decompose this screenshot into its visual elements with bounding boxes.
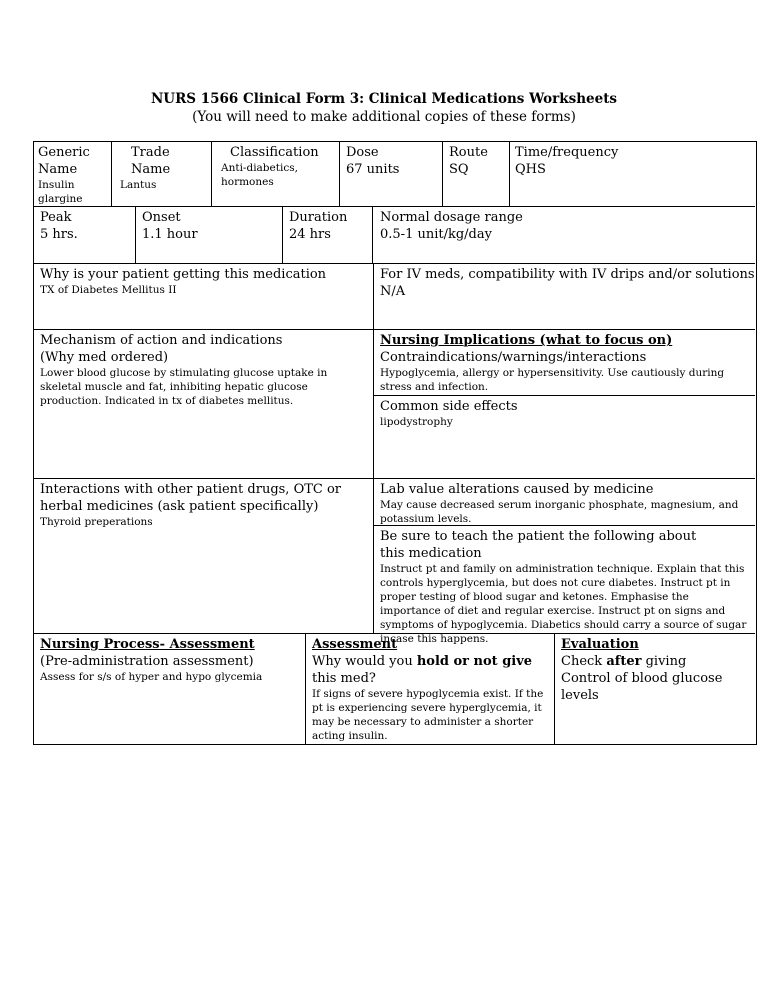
mechanism-value: Lower blood glucose by stimulating glucose uptake in skeletal muscle and fat, inhibiting hepatic glucose production. Indicated in tx of diabetes mellitus. bbox=[40, 367, 328, 407]
route-cell bbox=[442, 142, 509, 206]
drug-interactions-value: Thyroid preperations bbox=[40, 516, 153, 528]
evaluation-cell bbox=[554, 633, 755, 744]
dosage-range-value: 0.5-1 unit/kg/day bbox=[380, 227, 492, 242]
why-medication-cell bbox=[34, 263, 373, 329]
dose-label: Dose bbox=[346, 145, 379, 160]
time-frequency-value: QHS bbox=[515, 162, 546, 177]
classification-cell bbox=[211, 142, 339, 206]
page-title: NURS 1566 Clinical Form 3: Clinical Medications Worksheets bbox=[150, 91, 618, 107]
duration-label: Duration bbox=[289, 210, 348, 225]
drug-interactions-label: Interactions with other patient drugs, OTC or herbal medicines (ask patient specifically) bbox=[40, 482, 342, 514]
contraindications-label: Contraindications/warnings/interactions bbox=[380, 350, 647, 365]
assessment-value: If signs of severe hypoglycemia exist. If the pt is experiencing severe hyperglycemia, it may be necessary to administer a shorter acting insulin. bbox=[312, 688, 544, 742]
mechanism-cell bbox=[34, 329, 373, 478]
assessment-cell bbox=[305, 633, 554, 744]
classification-value: Anti-diabetics, hormones bbox=[221, 162, 298, 188]
hold-question-post: this med? bbox=[312, 671, 376, 686]
time-frequency-label: Time/frequency bbox=[515, 145, 619, 160]
drug-interactions-cell bbox=[34, 478, 373, 633]
nursing-implications-label: Nursing Implications (what to focus on) bbox=[380, 333, 673, 348]
medication-form bbox=[33, 141, 757, 745]
generic-name-label: Generic Name bbox=[38, 145, 90, 177]
check-after-pre: Check bbox=[561, 654, 607, 669]
nursing-process-label: Nursing Process- Assessment bbox=[40, 637, 255, 652]
hold-question-bold: hold or not give bbox=[416, 654, 533, 669]
side-effects-cell bbox=[373, 395, 755, 478]
hold-question-pre: Why would you bbox=[312, 654, 417, 669]
peak-value: 5 hrs. bbox=[40, 227, 78, 242]
evaluation-label: Evaluation bbox=[561, 637, 639, 652]
trade-name-cell bbox=[111, 142, 211, 206]
why-medication-label: Why is your patient getting this medication bbox=[40, 267, 327, 282]
why-medication-value: TX of Diabetes Mellitus II bbox=[40, 284, 177, 296]
onset-value: 1.1 hour bbox=[142, 227, 198, 242]
duration-value: 24 hrs bbox=[289, 227, 331, 242]
lab-alterations-cell bbox=[373, 478, 755, 525]
assessment-label: Assessment bbox=[312, 637, 398, 652]
duration-cell bbox=[282, 206, 372, 263]
iv-compatibility-value: N/A bbox=[380, 284, 406, 299]
generic-name-cell bbox=[38, 144, 111, 206]
onset-label: Onset bbox=[142, 210, 181, 225]
dose-value: 67 units bbox=[346, 162, 400, 177]
dosage-range-label: Normal dosage range bbox=[380, 210, 523, 225]
evaluation-value: Control of blood glucose levels bbox=[561, 671, 723, 703]
trade-name-label: Trade Name bbox=[131, 145, 171, 177]
contraindications-cell bbox=[373, 329, 755, 395]
route-value: SQ bbox=[449, 162, 469, 177]
hold-question bbox=[312, 653, 546, 687]
lab-alterations-value: May cause decreased serum inorganic phosphate, magnesium, and potassium levels. bbox=[380, 499, 739, 525]
mechanism-sublabel: (Why med ordered) bbox=[40, 350, 169, 365]
nursing-process-sublabel: (Pre-administration assessment) bbox=[40, 654, 254, 669]
classification-label: Classification bbox=[230, 145, 319, 160]
iv-compatibility-label: For IV meds, compatibility with IV drips and/or solutions bbox=[380, 267, 755, 282]
peak-cell bbox=[34, 206, 135, 263]
contraindications-value: Hypoglycemia, allergy or hypersensitivity. Use cautiously during stress and infection. bbox=[380, 367, 725, 393]
time-frequency-cell bbox=[509, 142, 755, 206]
page-subtitle: (You will need to make additional copies of these forms) bbox=[192, 109, 576, 125]
patient-teaching-value: Instruct pt and family on administration technique. Explain that this controls hyperglycemia, but does not cure diabetes. Instruct pt in proper testing of blood sugar and ketones. Emphasise the importance of diet and regular exercise. Instruct pt on signs and symptoms of hypoglycemia. Diabetics should carry a source of sugar incase this happens. bbox=[380, 563, 747, 645]
side-effects-label: Common side effects bbox=[380, 399, 518, 414]
trade-name-value: Lantus bbox=[120, 179, 157, 191]
check-after-bold: after bbox=[606, 654, 642, 669]
iv-compatibility-cell bbox=[373, 263, 755, 329]
mechanism-label: Mechanism of action and indications bbox=[40, 333, 283, 348]
generic-name-value: Insulin glargine bbox=[38, 179, 83, 205]
route-label: Route bbox=[449, 145, 488, 160]
patient-teaching-label: Be sure to teach the patient the following about this medication bbox=[380, 529, 697, 561]
peak-label: Peak bbox=[40, 210, 72, 225]
nursing-process-cell bbox=[34, 633, 305, 744]
check-after-post: giving bbox=[641, 654, 687, 669]
lab-alterations-label: Lab value alterations caused by medicine bbox=[380, 482, 654, 497]
check-after-text bbox=[561, 653, 749, 670]
nursing-process-value: Assess for s/s of hyper and hypo glycemia bbox=[40, 671, 263, 683]
dose-cell bbox=[339, 142, 442, 206]
dosage-range-cell bbox=[372, 206, 755, 263]
side-effects-value: lipodystrophy bbox=[380, 416, 453, 428]
onset-cell bbox=[135, 206, 282, 263]
